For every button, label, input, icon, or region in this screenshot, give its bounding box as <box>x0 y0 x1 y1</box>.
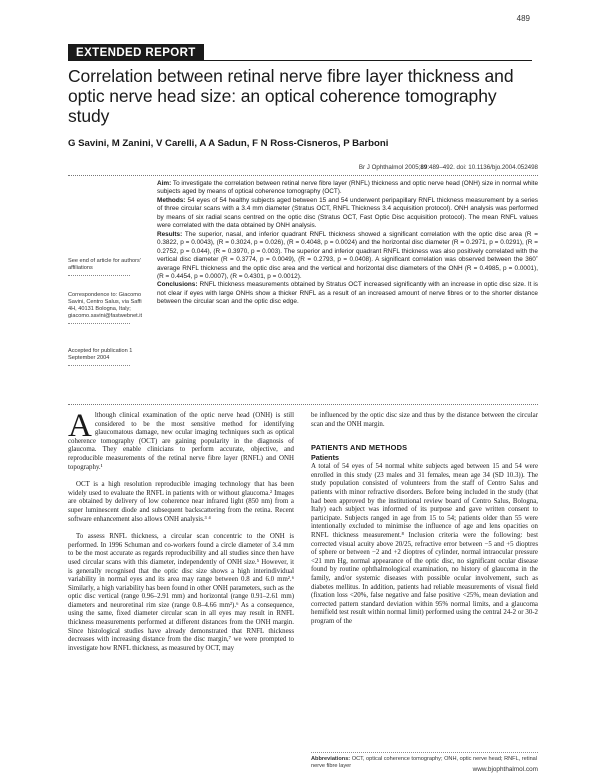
intro-paragraph-3: To assess RNFL thickness, a circular scan concentric to the ONH is performed. In 1996 Schuman and co-workers found a circle diameter of 3.4 mm to be the most accurate as regards reproducibility and all studies since then have used circular scans with this diameter, independently of ONH size.⁵ However, it is generally recognised that the optic disc size shows a high interindividual variability in normal eyes and its area may range between 0.8 and 6.0 mm².⁶ Similarly, a high variability has been found in other ONH parameters, such as the optic disc vertical (range 0.96–2.91 mm) and horizontal (range 0.91–2.61 mm) diameters and neuroretinal rim size (range 0.8–4.66 mm²).⁶ As a consequence, using the same, fixed diameter circular scan in all eyes may result in RNFL thickness measurements performed at different distances from the ONH margin. Since histological studies have already demonstrated that RNFL thickness decreases with increasing distance from the disc margin,⁷ we were prompted to investigate how RNFL thickness, as measured by OCT, may <box>68 533 294 652</box>
intro-paragraph-1 <box>68 408 294 472</box>
citation-journal: Br J Ophthalmol 2005; <box>358 164 421 171</box>
abstract-results <box>157 231 538 282</box>
abstract <box>157 180 538 307</box>
results-text: The superior, nasal, and inferior quadrant RNFL thickness showed a significant correlation with the optic disc area (R = 0.3822, p = 0.0043), (R = 0.3024, p = 0.026), (R = 0.4048, p = 0.0024) and the horizontal disc diameter (R = 0.2971, p = 0.0291), (R = 0.2752, p = 0.044), (R = 0.3970, p = 0.003). The superior and inferior quadrant RNFL thickness was also positively correlated with the vertical disc diameter (R = 0.3774, p = 0.0049), (R = 0.2793, p = 0.0408). A significant correlation was observed between the 360˚ average RNFL thickness and the optic disc area and the vertical and horizontal disc diameters of the ONH (R = 0.4985, p = 0.0001), (R = 0.4454, p = 0.0007), (R = 0.4301, p = 0.0012). <box>157 230 538 280</box>
intro-paragraph-continued: be influenced by the optic disc size and thus by the distance between the circular scan and the ONH margin. <box>311 412 538 428</box>
affiliations-note: See end of article for authors' affiliations <box>68 258 141 271</box>
footer-url: www.bjophthalmol.com <box>472 766 538 773</box>
results-label: Results: <box>157 230 183 238</box>
sidebar-correspondence <box>68 292 148 324</box>
abstract-rule <box>68 404 538 405</box>
sidebar-accepted <box>68 348 148 366</box>
sidebar-divider <box>68 365 130 366</box>
aim-label: Aim: <box>157 180 172 187</box>
author-list: G Savini, M Zanini, V Carelli, A A Sadun, F N Ross-Cisneros, P Barboni <box>68 138 389 149</box>
section-rule <box>68 60 532 61</box>
patients-paragraph: A total of 54 eyes of 54 normal white subjects aged between 15 and 54 were enrolled in this study (23 males and 31 females, mean age 34 (SD 10.3)). The study population consisted of volunteers from the staff of Centro Salus and patients with minor refractive disorders. Before being included in the study (that had been approved by the institutional review board of Centro Salus, Bologna, Italy) each subject was informed of its purpose and gave written consent to participate. Subjects ranged in age from 15 to 54; patients older than 55 were intentionally excluded to minimise the influence of age and lens opacities on RNFL thickness measurement.⁸ Inclusion criteria were the following: best corrected visual acuity above 20/25, refractive error between −5 and +5 dioptres of sphere or between −2 and +2 dioptres of cylinder, normal intraocular pressure <21 mm Hg, normal appearance of the optic disc, no significant ocular disease found by routine ophthalmological examination, no history of glaucoma in the family, and/or systemic diseases with possible ocular involvement, such as diabetes mellitus. In addition, patients had reliable measurements of visual field (fixation loss <20%, false negative and false positive <25%, mean deviation and corrected pattern standard deviation within 95% normal limits, and a glaucoma hemifield test result within normal limit) performed using the central 24-2 or 30-2 program of the <box>311 463 538 625</box>
article-title: Correlation between retinal nerve fibre layer thickness and optic nerve head size: an optical coherence tomography study <box>68 66 514 126</box>
methods-text: 54 eyes of 54 healthy subjects aged between 15 and 54 underwent peripapillary RNFL thickness measurement by a series of three circular scans with a 3.4 mm diameter (Stratus OCT, RNFL Thickness 3.4 acquisition protocol). ONH analysis was performed by means of six radial scans centred on the optic disc (Stratus OCT, Fast Optic Disc acquisition protocol). The mean RNFL values were correlated with the data obtained by ONH analysis. <box>157 196 539 230</box>
section-heading: PATIENTS AND METHODS <box>311 443 408 453</box>
abstract-methods <box>157 197 538 231</box>
citation-rest: :489–492. doi: 10.1136/bjo.2004.052498 <box>427 164 538 171</box>
intro-paragraph-2: OCT is a high resolution reproducible imaging technology that has been widely used to evaluate the RNFL in patients with or without glaucoma.² Images are obtained by delivery of low coherence near infrared light (850 nm) from a super luminescent diode and subsequent backscattering from the retina. Recent software enhancement also allows ONH analysis.³ ⁴ <box>68 481 294 523</box>
conclusions-text: RNFL thickness measurements obtained by Stratus OCT increased significantly with an increase in optic disc size. It is not clear if eyes with large ONHs show a thicker RNFL as a result of an increased amount of nerve fibres or to the shorter distance between the circular scan and the optic disc edge. <box>157 281 538 306</box>
citation-line <box>359 164 538 171</box>
citation-volume: 89 <box>420 164 428 171</box>
aim-text: To investigate the correlation between retinal nerve fibre layer (RNFL) thickness and optic nerve head (ONH) size in normal white subjects aged by means of optical coherence tomography (OCT). <box>157 180 538 196</box>
citation-rule <box>68 175 538 176</box>
sidebar-divider <box>68 275 130 276</box>
page-number: 489 <box>516 14 530 23</box>
body-column-right <box>311 412 538 626</box>
abbreviations-rule <box>311 752 538 753</box>
sidebar-divider <box>68 323 130 324</box>
methods-label: Methods: <box>157 196 186 204</box>
section-tag: EXTENDED REPORT <box>68 44 204 61</box>
abstract-conclusions <box>157 281 538 306</box>
conclusions-label: Conclusions: <box>157 281 198 289</box>
abstract-aim <box>157 180 538 197</box>
body-column-left <box>68 408 294 653</box>
accepted-text: Accepted for publication 1 September 2004 <box>68 348 133 361</box>
drop-cap: A <box>68 408 92 444</box>
sidebar-affiliations <box>68 258 148 276</box>
correspondence-text: Correspondence to: Giacomo Savini, Centro Salus, via Saffi 4H, 40131 Bologna, Italy; giacomo.savini@fastwebnet.it <box>68 292 143 319</box>
abbreviations-text: OCT, optical coherence tomography; ONH, optic nerve head; RNFL, retinal nerve fibre layer <box>311 756 538 769</box>
abbreviations-label: Abbreviations: <box>311 756 351 762</box>
subsection-heading: Patients <box>311 453 339 463</box>
intro-paragraph-1-text: lthough clinical examination of the optic nerve head (ONH) is still considered to be the most sensitive method for identifying glaucomatous damage, new ocular imaging techniques such as optical coherence tomography (OCT) are gaining popularity in the diagnosis of glaucoma. They enable clinicians to perform accurate, objective, and reproducible measurements of the retinal nerve fibre layer (RNFL) and ONH topography.¹ <box>68 412 294 471</box>
